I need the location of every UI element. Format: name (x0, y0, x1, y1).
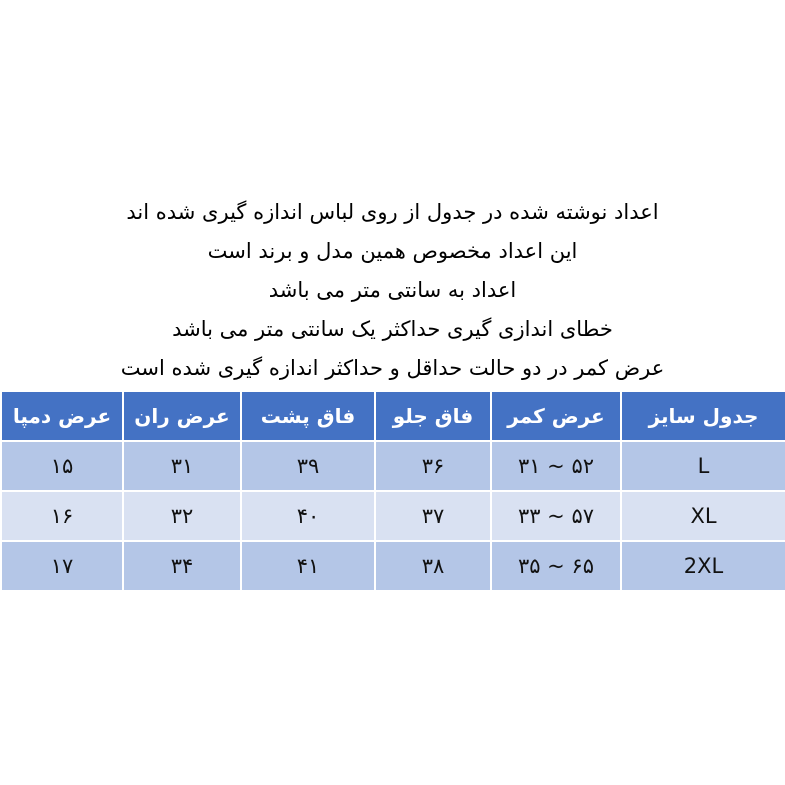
size-table (0, 392, 785, 592)
header-back-rise: فاق پشت (241, 392, 375, 441)
waist-cell (491, 441, 621, 491)
back-rise-cell: ۴۱ (241, 541, 375, 591)
waist-value: ۳۱ ~ ۵۲ (517, 454, 595, 478)
table-row (1, 441, 785, 491)
header-size-chart: جدول سایز (621, 392, 785, 441)
note-line: اعداد به سانتی متر می باشد (268, 278, 517, 302)
header-hem-width: عرض دمپا (1, 392, 123, 441)
note-line: خطای اندازی گیری حداکثر یک سانتی متر می باشد (172, 317, 613, 341)
thigh-cell: ۳۱ (123, 441, 241, 491)
back-rise-cell: ۴۰ (241, 491, 375, 541)
front-rise-cell: ۳۶ (375, 441, 491, 491)
note-line: این اعداد مخصوص همین مدل و برند است (207, 239, 578, 263)
size-cell: 2XL (621, 541, 785, 591)
size-cell: L (621, 441, 785, 491)
front-rise-cell: ۳۸ (375, 541, 491, 591)
table-row (1, 491, 785, 541)
note-line: اعداد نوشته شده در جدول از روی لباس اندازه گیری شده اند (126, 200, 659, 224)
hem-cell: ۱۷ (1, 541, 123, 591)
hem-cell: ۱۶ (1, 491, 123, 541)
header-thigh-width: عرض ران (123, 392, 241, 441)
header-waist-width: عرض کمر (491, 392, 621, 441)
thigh-cell: ۳۴ (123, 541, 241, 591)
waist-cell (491, 541, 621, 591)
header-front-rise: فاق جلو (375, 392, 491, 441)
thigh-cell: ۳۲ (123, 491, 241, 541)
waist-value: ۳۵ ~ ۶۵ (517, 554, 595, 578)
waist-cell (491, 491, 621, 541)
size-cell: XL (621, 491, 785, 541)
table-header-row (1, 392, 785, 441)
waist-value: ۳۳ ~ ۵۷ (517, 504, 595, 528)
note-line: عرض کمر در دو حالت حداقل و حداکثر اندازه گیری شده است (120, 356, 665, 380)
table-row (1, 541, 785, 591)
back-rise-cell: ۳۹ (241, 441, 375, 491)
front-rise-cell: ۳۷ (375, 491, 491, 541)
measurement-notes (0, 193, 785, 388)
hem-cell: ۱۵ (1, 441, 123, 491)
